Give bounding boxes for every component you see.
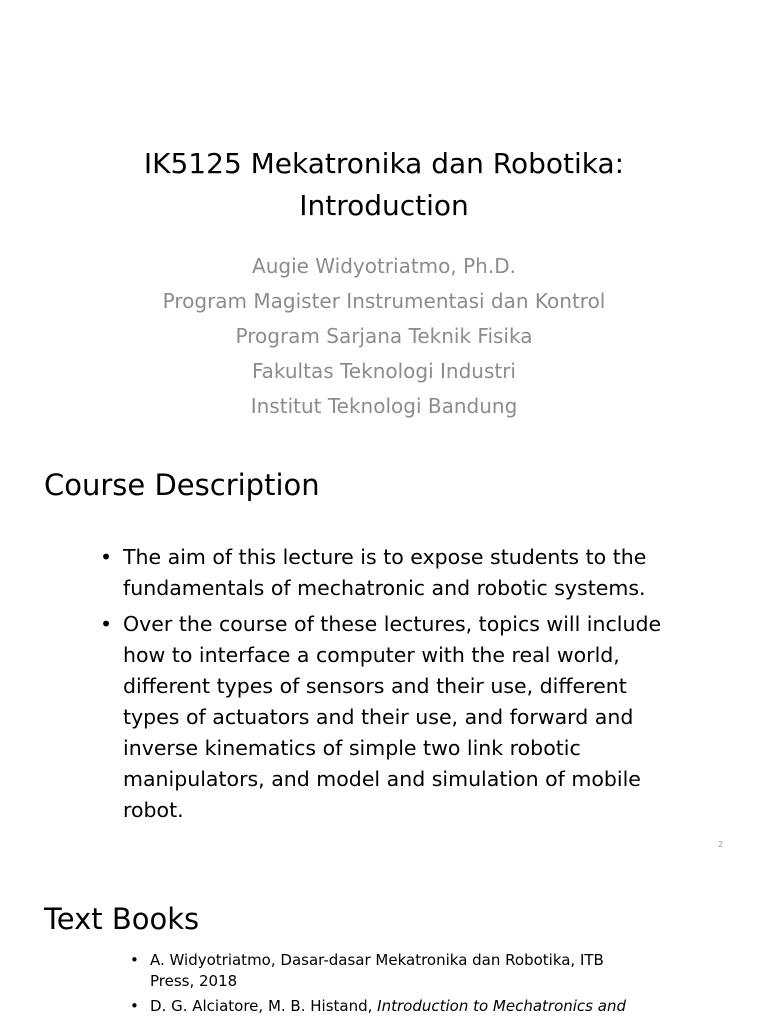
- bullet-text: Over the course of these lectures, topics will include how to interface a computer with the real world, different types of sensors and their use, different types of actuators and their use, and forward and inverse kinematics of simple two link robotic manipulators, and model and simulation of mobile robot.: [123, 612, 662, 822]
- bullet-icon: •: [130, 951, 139, 969]
- list-item: [100, 609, 680, 826]
- book-list: [130, 950, 630, 1021]
- presenter-name: Augie Widyotriatmo, Ph.D.: [252, 254, 516, 278]
- bullet-icon: •: [100, 612, 113, 636]
- bullet-text: The aim of this lecture is to expose students to the fundamentals of mechatronic and robotic systems.: [123, 545, 647, 600]
- list-item: [130, 996, 630, 1017]
- institute: Institut Teknologi Bandung: [250, 394, 518, 418]
- book-authors: D. G. Alciatore, M. B. Histand,: [150, 997, 378, 1015]
- faculty: Fakultas Teknologi Industri: [251, 359, 516, 383]
- program-bachelors: Program Sarjana Teknik Fisika: [235, 324, 533, 348]
- bullet-icon: •: [130, 997, 139, 1015]
- list-item: [130, 950, 630, 992]
- title-line-1: IK5125 Mekatronika dan Robotika:: [143, 147, 625, 180]
- text-books-slide: [0, 880, 768, 1024]
- slide-heading: Course Description: [44, 468, 320, 502]
- presenter-info: [0, 249, 768, 424]
- title-slide: [0, 0, 768, 430]
- slide-heading: Text Books: [44, 902, 200, 936]
- course-description-slide: [0, 440, 768, 860]
- bullet-icon: •: [100, 545, 113, 569]
- title-line-2: Introduction: [299, 189, 469, 222]
- program-masters: Program Magister Instrumentasi dan Kontrol: [162, 289, 606, 313]
- book-entry: A. Widyotriatmo, Dasar-dasar Mekatronika dan Robotika, ITB Press, 2018: [150, 951, 604, 990]
- description-bullet-list: [100, 542, 680, 831]
- page-number: 2: [718, 840, 724, 849]
- list-item: [100, 542, 680, 604]
- book-title: Introduction to Mechatronics and: [377, 997, 626, 1015]
- presentation-title: [0, 143, 768, 227]
